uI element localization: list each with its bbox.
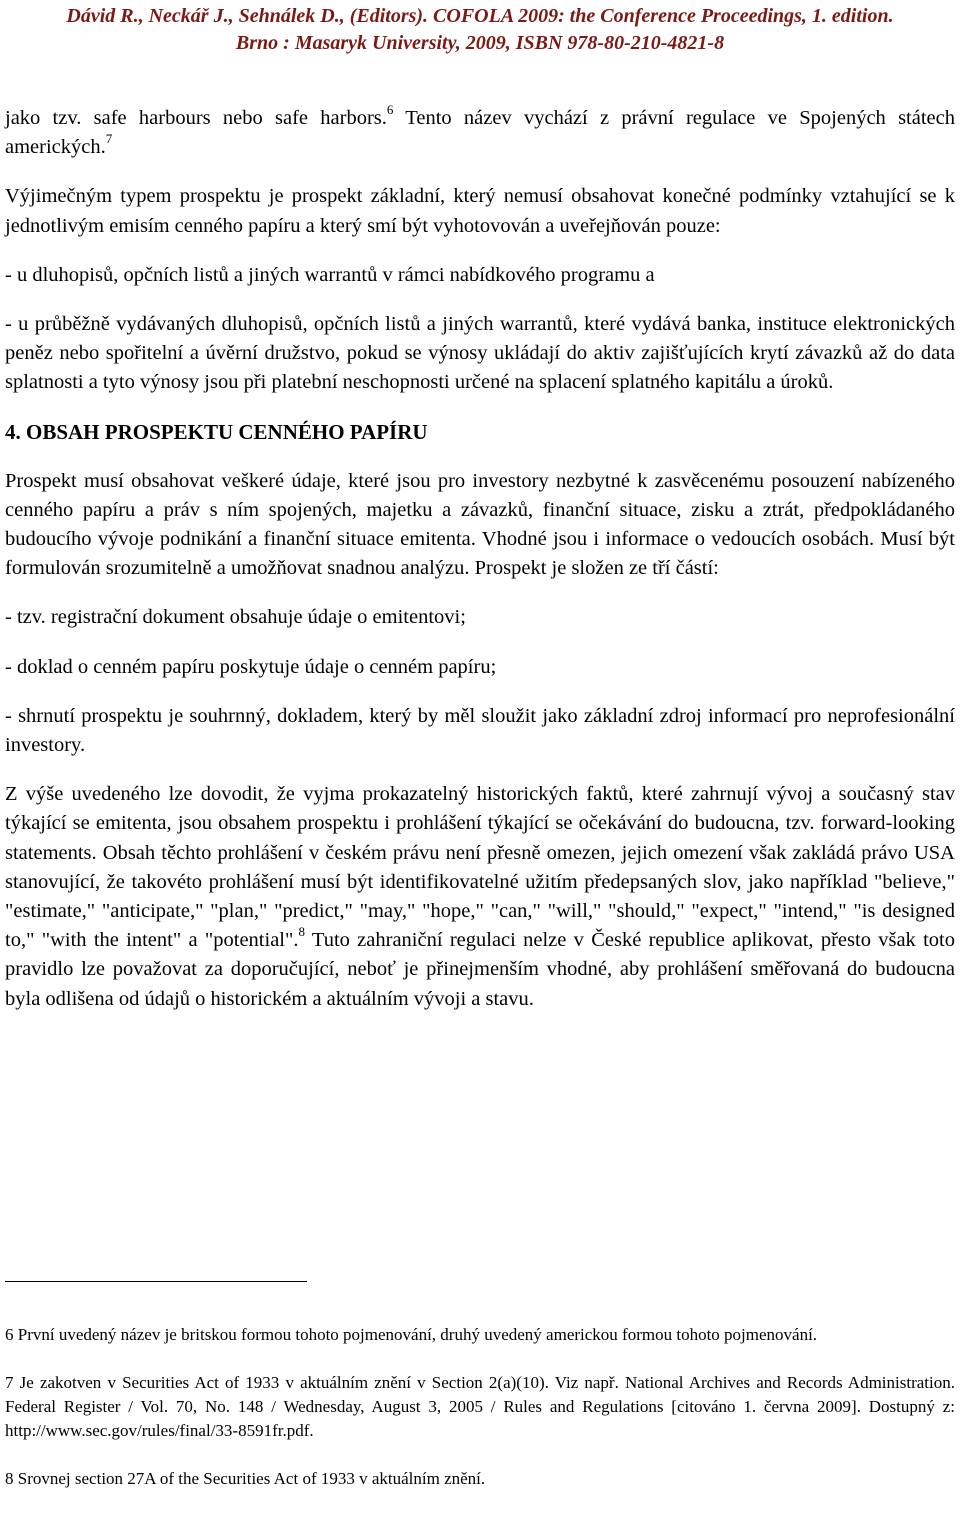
header-line-2: Brno : Masaryk University, 2009, ISBN 978-80-210-4821-8 [235, 32, 725, 54]
text-run: jako tzv. safe harbours nebo safe harbors. [5, 107, 387, 129]
text-run: Tuto zahraniční regulaci nelze v České republice aplikovat, přesto však toto pravidlo lze považovat za doporučující, neboť je přinejmenším vhodné, aby prohlášení směřovaná do budoucna byla odlišena od údajů o historickém a aktuálním vývoji a stavu. [5, 929, 955, 1010]
list-item-continuous-bonds: - u průběžně vydávaných dluhopisů, opčních listů a jiných warrantů, které vydává banka, instituce elektronických peněz nebo spořitelní a úvěrní družstvo, pokud se výnosy ukládají do aktiv zajišťujících krytí závazků až do data splatnosti a tyto výnosy jsou při platební neschopnosti určené na splacení splatného kapitálu a úroků. [5, 313, 955, 394]
footnote-ref-6[interactable]: 6 [386, 102, 394, 118]
footnote-6: 6 První uvedený název je britskou formou tohoto pojmenování, druhý uvedený americkou formou tohoto pojmenování. [5, 1325, 818, 1344]
text-run: Tento název vychází z právní regulace ve Spojených státech amerických. [5, 107, 955, 159]
footnote-separator [5, 1281, 307, 1282]
list-item-registration-document: - tzv. registrační dokument obsahuje údaje o emitentovi; [5, 606, 466, 629]
footnotes [5, 1323, 955, 1491]
footnote-8: 8 Srovnej section 27A of the Securities Act of 1933 v aktuálním znění. [5, 1469, 486, 1488]
running-header [0, 0, 960, 57]
main-text [5, 104, 955, 1014]
list-item-bonds-program: - u dluhopisů, opčních listů a jiných warrantů v rámci nabídkového programu a [5, 263, 655, 286]
list-item-summary: - shrnutí prospektu je souhrnný, dokladem, který by měl sloužit jako základní zdroj informací pro neprofesionální investory. [5, 704, 955, 757]
paragraph-prospectus-content: Prospekt musí obsahovat veškeré údaje, které jsou pro investory nezbytné k zasvěcenému posouzení nabízeného cenného papíru a práv s ním spojených, majetku a závazků, finanční situace, zisku a ztrát, předpokládaného budoucího vývoje podnikání a finanční situace emitenta. Vhodné jsou i informace o vedoucích osobách. Musí být formulován srozumitelně a umožňovat snadnou analýzu. Prospekt je složen ze tří částí: [5, 469, 955, 580]
footnote-ref-8[interactable]: 8 [298, 924, 305, 940]
text-run: Z výše uvedeného lze dovodit, že vyjma prokazatelný historických faktů, které zahrnují vývoj a současný stav týkající se emitenta, jsou obsahem prospektu i prohlášení týkající se očekávání do budoucna, tzv. forward-looking statements. Obsah těchto prohlášení v českém právu není přesně omezen, jejich omezení však zakládá právo USA stanovující, že takovéto prohlášení musí být identifikovatelné užitím předepsaných slov, jako například "believe," "estimate," "anticipate," "plan," "predict," "may," "hope," "can," "will," "should," "expect," "intend," "is designed to," "with the intent" a "potential". [5, 783, 955, 952]
footnote-ref-7[interactable]: 7 [105, 131, 113, 147]
list-item-securities-note: - doklad o cenném papíru poskytuje údaje o cenném papíru; [5, 655, 497, 678]
paragraph-base-prospectus: Výjimečným typem prospektu je prospekt základní, který nemusí obsahovat konečné podmínky vztahující se k jednotlivým emisím cenného papíru a který smí být vyhotovován a uveřejňován pouze: [5, 185, 955, 237]
header-line-1: Dávid R., Neckář J., Sehnálek D., (Editors). COFOLA 2009: the Conference Proceedings, 1. edition. [66, 5, 894, 27]
footnote-7: 7 Je zakotven v Securities Act of 1933 v aktuálním znění v Section 2(a)(10). Viz např. National Archives and Records Administration. Federal Register / Vol. 70, No. 148 / Wednesday, August 3, 2005 / Rules and Regulations [citováno 1. června 2009]. Dostupný z: http://www.sec.gov/rules/final/33-8591fr.pdf. [5, 1373, 955, 1440]
section-heading: 4. OBSAH PROSPEKTU CENNÉHO PAPÍRU [5, 419, 428, 444]
paragraph-forward-looking [5, 780, 955, 1014]
paragraph-safe-harbours [5, 104, 955, 162]
